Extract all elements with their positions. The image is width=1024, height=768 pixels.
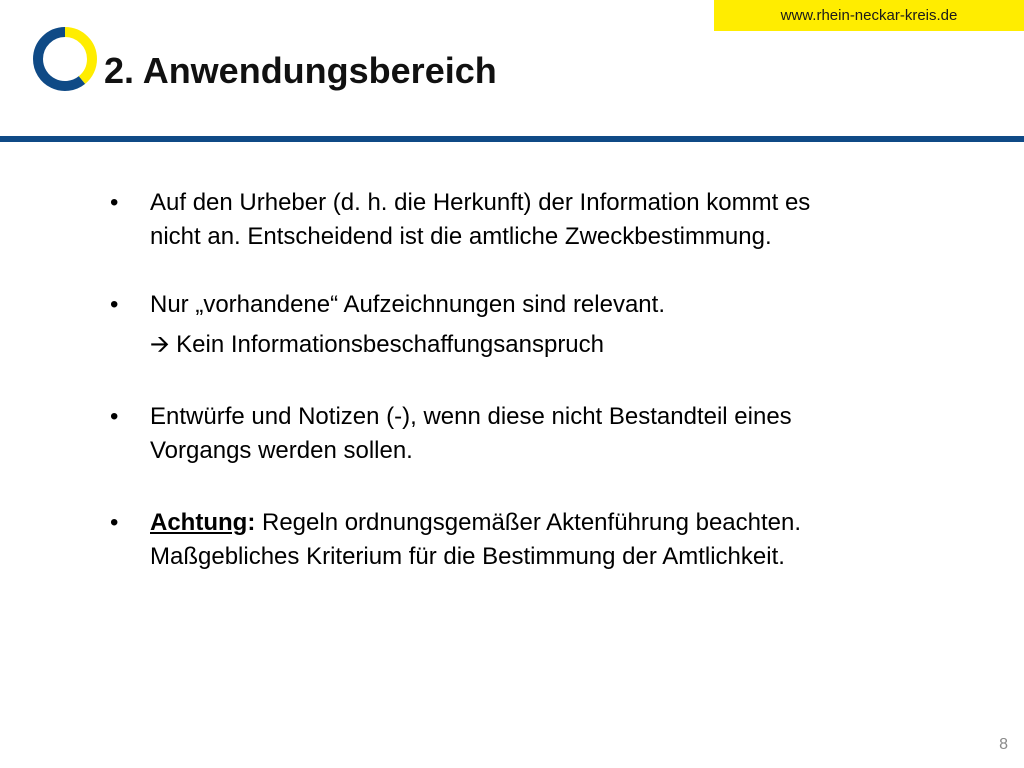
arrow-right-icon: 🡪 xyxy=(150,331,170,358)
sub-point-text: Kein Informationsbeschaffungsanspruch xyxy=(176,331,604,358)
header-divider xyxy=(0,136,1024,142)
bullet-marker: • xyxy=(110,189,119,216)
achtung-colon: : xyxy=(247,509,256,536)
bullet-line: nicht an. Entscheidend ist die amtliche Zweckbestimmung. xyxy=(150,223,772,250)
rhein-neckar-kreis-logo xyxy=(32,26,98,92)
page-number: 8 xyxy=(999,736,1008,753)
bullet-line: Auf den Urheber (d. h. die Herkunft) der Information kommt es xyxy=(150,189,811,216)
bullet-marker: • xyxy=(110,509,119,536)
bullet-line: Entwürfe und Notizen (-), wenn diese nicht Bestandteil eines xyxy=(150,403,792,430)
bullet-marker: • xyxy=(110,291,119,318)
website-url-badge[interactable]: www.rhein-neckar-kreis.de xyxy=(714,0,1024,31)
bullet-item-achtung xyxy=(110,506,990,574)
sub-point-kein-anspruch xyxy=(110,328,990,362)
achtung-label: Achtung xyxy=(150,509,248,536)
achtung-text: Regeln ordnungsgemäßer Aktenführung beachten. xyxy=(255,509,802,536)
page-title: 2. Anwendungsbereich xyxy=(104,50,497,91)
bullet-item-vorhandene xyxy=(110,288,990,322)
bullet-line xyxy=(150,506,990,540)
slide-content xyxy=(110,186,990,574)
bullet-item-urheber xyxy=(110,186,990,254)
bullet-line: Vorgangs werden sollen. xyxy=(150,437,413,464)
bullet-marker: • xyxy=(110,403,119,430)
bullet-line: Maßgebliches Kriterium für die Bestimmung der Amtlichkeit. xyxy=(150,543,785,570)
bullet-line: Nur „vorhandene“ Aufzeichnungen sind relevant. xyxy=(150,291,665,318)
bullet-item-entwuerfe xyxy=(110,400,990,468)
